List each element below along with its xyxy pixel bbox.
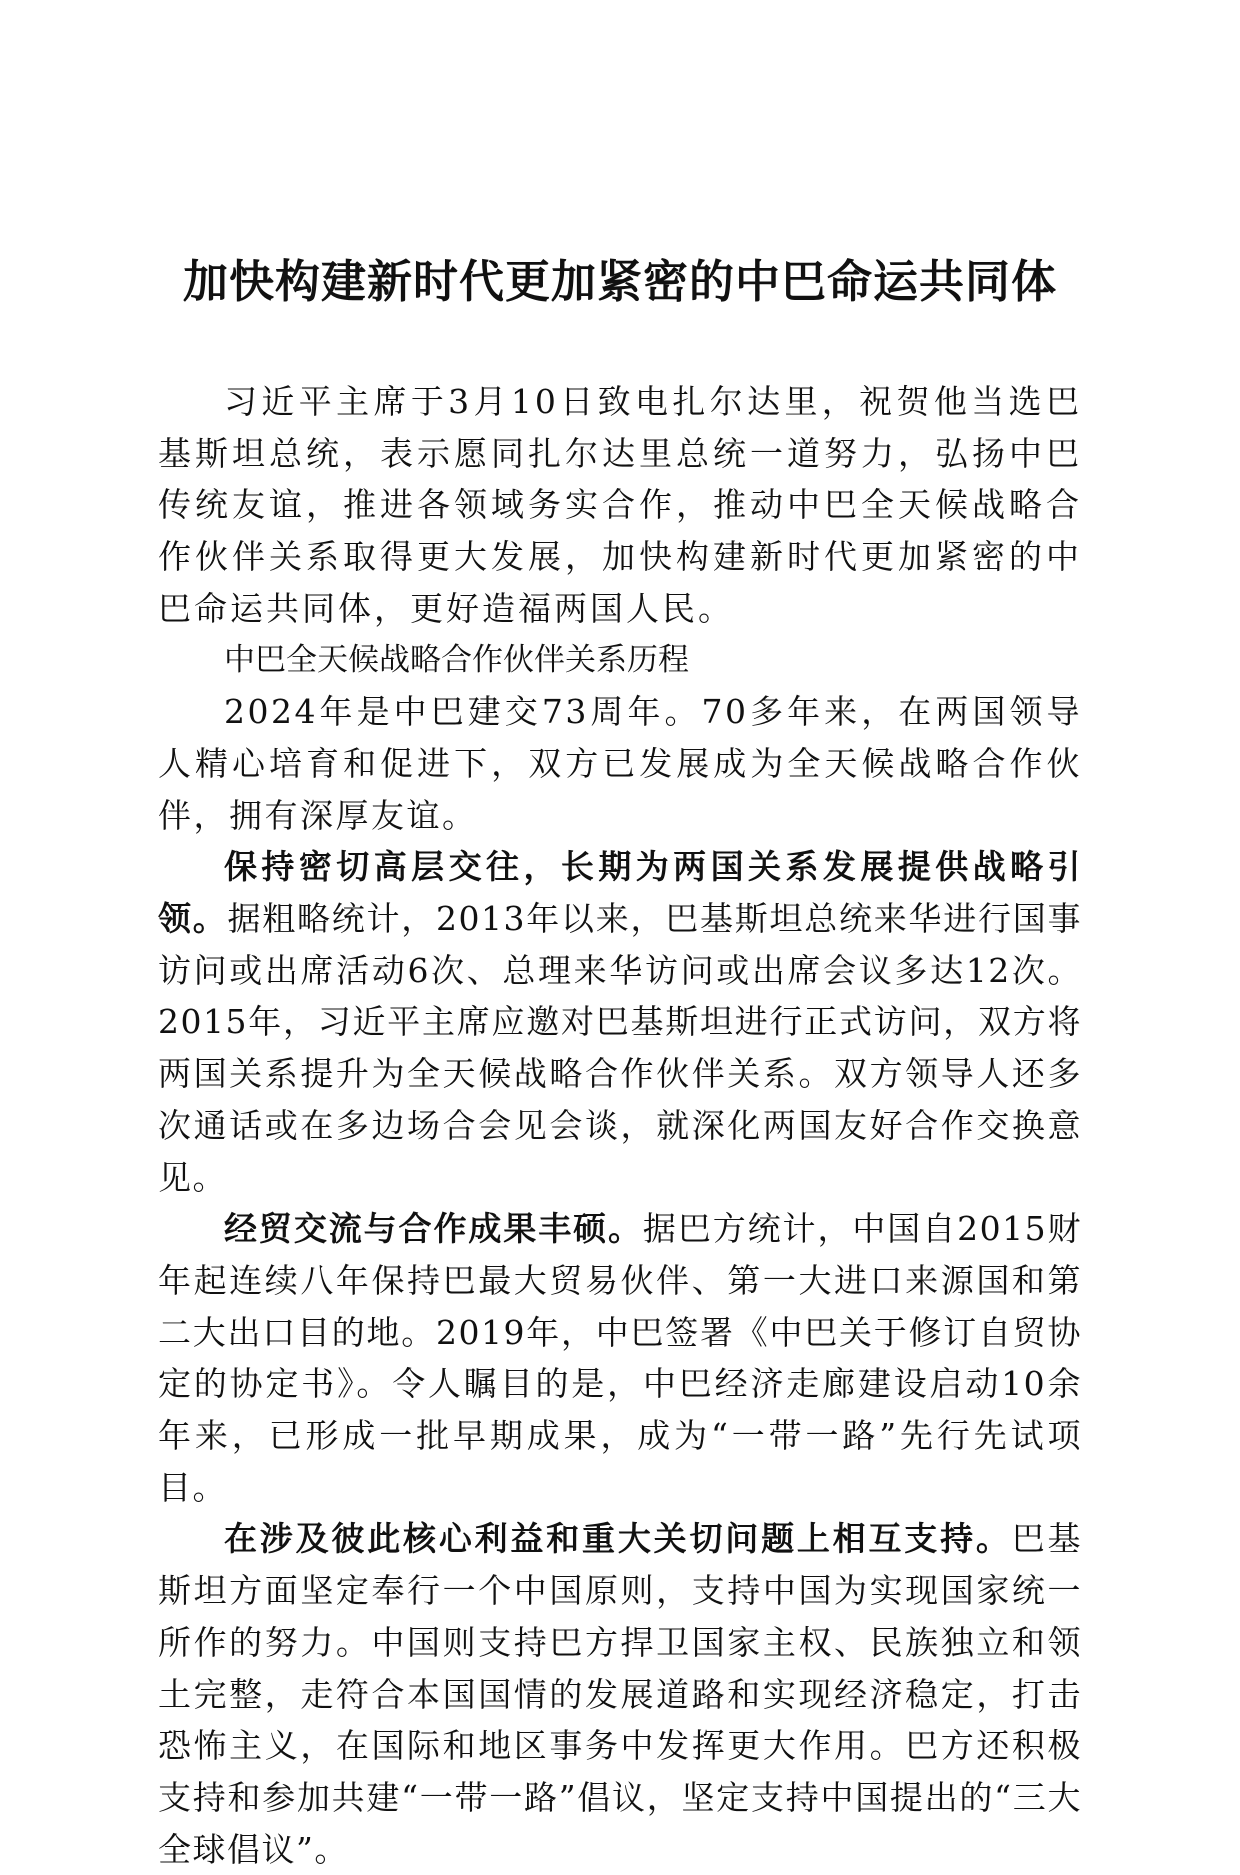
mutual-support-paragraph <box>158 1513 1082 1875</box>
paragraph-text: 巴基斯坦方面坚定奉行一个中国原则，支持中国为实现国家统一所作的努力。中国则支持巴方捍卫国家主权、民族独立和领土完整，走符合本国国情的发展道路和实现经济稳定，打击恐怖主义，在国际和地区事务中发挥更大作用。巴方还积极支持和参加共建“一带一路”倡议，坚定支持中国提出的“三大全球倡议”。 <box>158 1519 1083 1869</box>
paragraph-lead: 在涉及彼此核心利益和重大关切问题上相互支持。 <box>224 1519 1012 1559</box>
history-paragraph: 2024年是中巴建交73周年。70多年来，在两国领导人精心培育和促进下，双方已发展成为全天候战略合作伙伴，拥有深厚友谊。 <box>158 692 1082 835</box>
paragraph-text: 据巴方统计，中国自2015财年起连续八年保持巴最大贸易伙伴、第一大进口来源国和第二大出口目的地。2019年，中巴签署《中巴关于修订自贸协定的协定书》。令人瞩目的是，中巴经济走廊建设启动10余年来，已形成一批早期成果，成为“一带一路”先行先试项目。 <box>158 1209 1083 1507</box>
high-level-exchange-paragraph <box>158 841 1082 1203</box>
paragraph-lead: 保持密切高层交往，长期为两国关系发展提供战略引领。 <box>158 847 1082 939</box>
document-title: 加快构建新时代更加紧密的中巴命运共同体 <box>182 255 1057 308</box>
section-subheading: 中巴全天候战略合作伙伴关系历程 <box>224 641 689 678</box>
paragraph-text: 据粗略统计，2013年以来，巴基斯坦总统来华进行国事访问或出席活动6次、总理来华访问或出席会议多达12次。2015年，习近平主席应邀对巴基斯坦进行正式访问，双方将两国关系提升为全天候战略合作伙伴关系。双方领导人还多次通话或在多边场合会见会谈，就深化两国友好合作交换意见。 <box>158 899 1083 1197</box>
paragraph-lead: 经贸交流与合作成果丰硕。 <box>224 1209 643 1249</box>
document-body <box>158 376 1082 1875</box>
trade-cooperation-paragraph <box>158 1203 1082 1513</box>
intro-paragraph: 习近平主席于3月10日致电扎尔达里，祝贺他当选巴基斯坦总统，表示愿同扎尔达里总统一道努力，弘扬中巴传统友谊，推进各领域务实合作，推动中巴全天候战略合作伙伴关系取得更大发展，加快构建新时代更加紧密的中巴命运共同体，更好造福两国人民。 <box>158 382 1082 628</box>
